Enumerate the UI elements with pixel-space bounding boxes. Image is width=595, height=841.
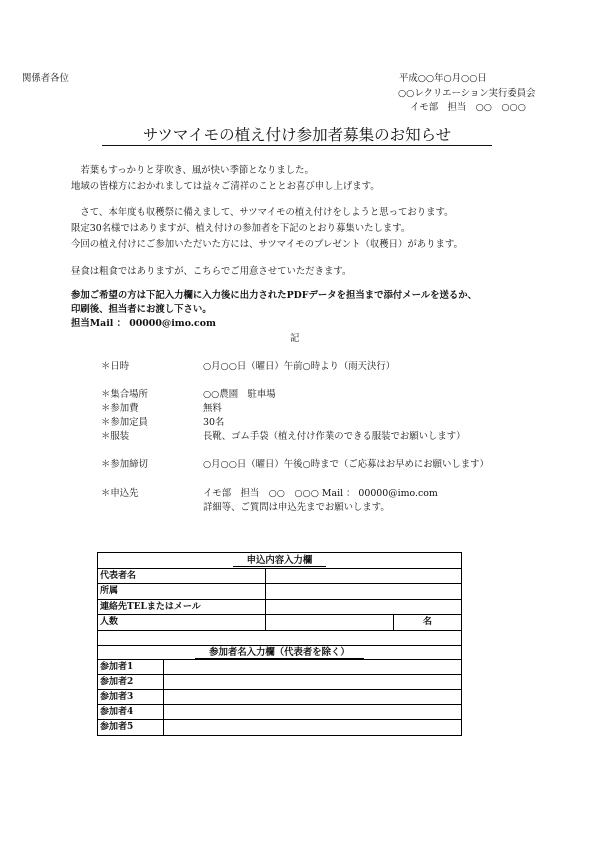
detail-label: ＊服装 <box>101 431 130 442</box>
participant-input[interactable] <box>164 690 461 704</box>
detail-value: イモ部 担当 ○○ ○○○ Mail ： 00000@imo.com <box>203 488 438 499</box>
details-note <box>101 500 390 515</box>
detail-label: ＊参加締切 <box>101 459 148 470</box>
participant-input[interactable] <box>164 705 461 719</box>
contact-label: 連絡先TELまたはメール <box>98 600 266 614</box>
form-section2-title: 参加者名入力欄（代表者を除く） <box>195 647 364 659</box>
participant-label: 参加者5 <box>98 720 164 735</box>
count-unit: 名 <box>422 617 432 627</box>
lunch-note: 昼食は粗食ではありますが、こちらでご用意させていただきます。 <box>71 266 352 277</box>
form-row-participant <box>98 675 461 690</box>
body-line: 限定30名様ではありますが、植え付けの参加者を下記のとおり募集いたします。 <box>71 223 411 234</box>
instruction-line: 印刷後、担当者にお渡し下さい。 <box>71 304 212 315</box>
detail-apply <box>101 486 438 501</box>
instructions <box>71 289 477 331</box>
form-spacer-row <box>98 631 461 646</box>
detail-label: ＊参加費 <box>101 403 139 414</box>
detail-value: ○月○○日（曜日）午前○時より（雨天決行） <box>203 361 396 372</box>
participant-input[interactable] <box>164 720 461 735</box>
detail-label: ＊参加定員 <box>101 417 148 428</box>
form-row-participant <box>98 660 461 675</box>
affiliation-input[interactable] <box>266 584 461 599</box>
body-line: 今回の植え付けにご参加いただいた方には、サツマイモのプレゼント（収穫日）があります。 <box>71 239 463 250</box>
detail-clothing <box>101 429 466 444</box>
body-line: さて、本年度も収穫祭に備えまして、サツマイモの植え付けをしようと思っております。 <box>71 207 454 218</box>
form-section2-header <box>98 646 461 660</box>
participant-input[interactable] <box>164 675 461 689</box>
date: 平成○○年○月○○日 <box>399 73 487 84</box>
greeting-line: 地域の皆様方におかれましては益々ご清祥のこととお喜び申し上げます。 <box>71 181 380 192</box>
participant-input[interactable] <box>164 660 461 674</box>
detail-value: 無料 <box>203 403 222 414</box>
count-input[interactable] <box>266 615 394 630</box>
form-row-participant <box>98 720 461 735</box>
form-row-representative <box>98 569 461 584</box>
detail-datetime <box>101 359 395 374</box>
affiliation-label: 所属 <box>98 584 266 599</box>
ki-label: 記 <box>290 333 300 344</box>
form-row-participant <box>98 690 461 705</box>
participant-label: 参加者2 <box>98 675 164 689</box>
instruction-line: 担当Mail ： 00000@imo.com <box>71 318 216 329</box>
greeting-line: 若葉もすっかりと芽吹き、風が快い季節となりました。 <box>71 165 314 176</box>
detail-value: 30名 <box>203 417 225 428</box>
contact-input[interactable] <box>266 600 461 614</box>
detail-value: ○○農園 駐車場 <box>203 389 276 400</box>
representative-input[interactable] <box>266 569 461 583</box>
page-title: サツマイモの植え付け参加者募集のお知らせ <box>102 125 492 146</box>
application-form <box>97 552 462 736</box>
detail-label: ＊日時 <box>101 361 130 372</box>
sender-org: ○○レクリエーション実行委員会 <box>398 88 536 99</box>
sender-person: イモ部 担当 ○○ ○○○ <box>410 102 526 113</box>
form-section1-header <box>98 553 461 569</box>
detail-label: ＊申込先 <box>101 488 139 499</box>
detail-value: ○月○○日（曜日）午後○時まで（ご応募はお早めにお願いします） <box>203 459 489 470</box>
detail-place <box>101 387 276 402</box>
body-text <box>71 205 463 253</box>
form-row-contact <box>98 600 461 615</box>
form-section1-title: 申込内容入力欄 <box>233 555 327 567</box>
form-row-participant <box>98 705 461 720</box>
detail-fee <box>101 401 222 416</box>
count-label: 人数 <box>98 615 266 630</box>
detail-label: ＊集合場所 <box>101 389 148 400</box>
participant-label: 参加者3 <box>98 690 164 704</box>
greeting <box>71 163 380 195</box>
recipient: 関係者各位 <box>22 73 69 84</box>
detail-deadline <box>101 457 489 472</box>
form-row-affiliation <box>98 584 461 600</box>
detail-capacity <box>101 415 224 430</box>
participant-label: 参加者4 <box>98 705 164 719</box>
detail-value: 長靴、ゴム手袋（植え付け作業のできる服装でお願いします） <box>203 431 466 442</box>
form-row-count <box>98 615 461 631</box>
instruction-line: 参加ご希望の方は下記入力欄に入力後に出力されたPDFデータを担当まで添付メールを送るか、 <box>71 290 478 301</box>
details-note-text: 詳細等、ご質問は申込先までお願いします。 <box>203 502 390 513</box>
representative-label: 代表者名 <box>98 569 266 583</box>
participant-label: 参加者1 <box>98 660 164 674</box>
